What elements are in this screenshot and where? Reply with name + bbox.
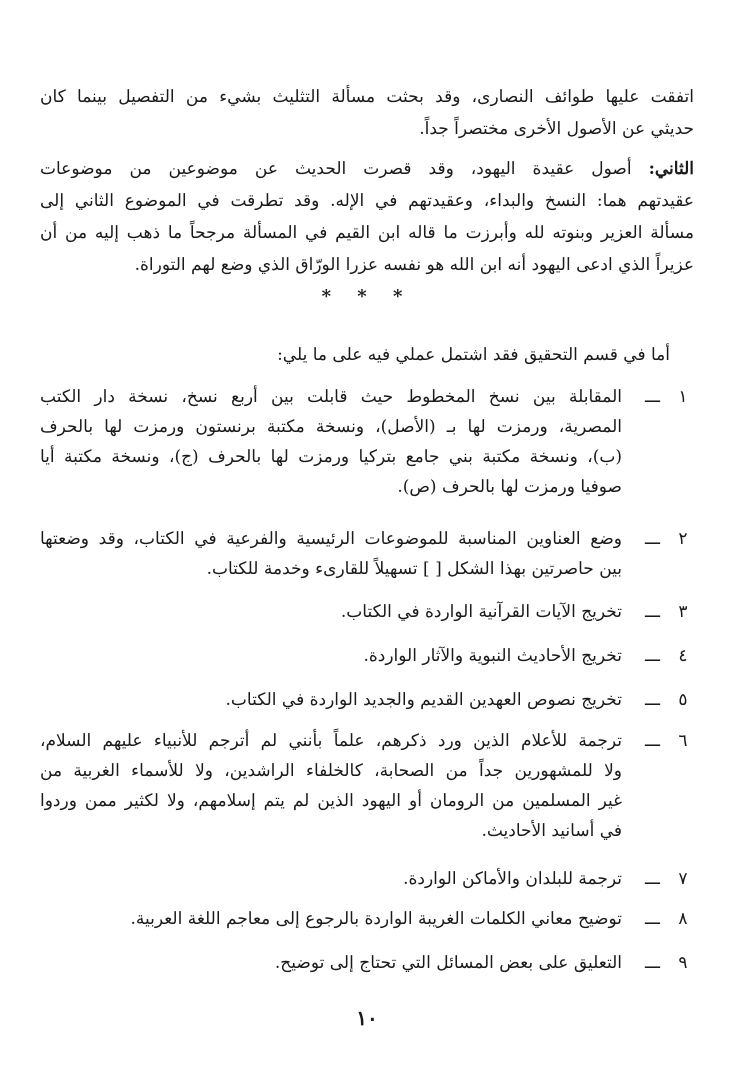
list-item-3 xyxy=(40,597,694,627)
list-item-dash: ـــ xyxy=(645,690,660,710)
list-item-2 xyxy=(40,524,694,584)
list-item-number: ٢ xyxy=(678,529,688,549)
list-item-line: ترجمة للبلدان والأماكن الواردة. xyxy=(403,869,622,889)
list-item-line: ترجمة للأعلام الذين ورد ذكرهم، علماً بأنني لم أترجم للأنبياء عليهم السلام، xyxy=(40,731,622,751)
list-item-5 xyxy=(40,685,694,715)
list-item-dash: ـــ xyxy=(645,646,660,666)
list-item-number: ٩ xyxy=(678,953,688,973)
list-item-line: تخريج نصوص العهدين القديم والجديد الواردة في الكتاب. xyxy=(225,690,622,710)
paragraph2-label: الثاني: xyxy=(648,159,694,179)
intro-line: أما في قسم التحقيق فقد اشتمل عملي فيه على ما يلي: xyxy=(277,345,670,365)
section-separator: * * * xyxy=(321,286,413,307)
paragraph1-line-1: اتفقت عليها طوائف النصارى، وقد بحثت مسألة التثليث بشيء من التفصيل بينما كان xyxy=(40,87,694,107)
list-item-dash: ـــ xyxy=(645,869,660,889)
list-item-line: بين حاصرتين بهذا الشكل [ ] تسهيلاً للقارىء وخدمة للكتاب. xyxy=(206,559,622,579)
list-item-1 xyxy=(40,382,694,502)
list-item-line: (ب)، ونسخة مكتبة بني جامع بتركيا ورمزت لها بالحرف (ج)، ونسخة مكتبة أيا xyxy=(40,447,622,467)
list-item-line: التعليق على بعض المسائل التي تحتاج إلى توضيح. xyxy=(274,953,622,973)
list-item-line: المقابلة بين نسخ المخطوط حيث قابلت بين أربع نسخ، نسخة دار الكتب xyxy=(40,387,622,407)
list-item-dash: ـــ xyxy=(645,953,660,973)
page-number: ١٠ xyxy=(356,1006,378,1030)
paragraph2-line-1 xyxy=(40,154,694,184)
list-item-line: توضيح معاني الكلمات الغريبة الواردة بالرجوع إلى معاجم اللغة العربية. xyxy=(130,909,622,929)
list-item-line: المصرية، ورمزت لها بـ (الأصل)، ونسخة مكتبة برنستون ورمزت لها بالحرف xyxy=(40,417,622,437)
list-item-line: تخريج الأحاديث النبوية والآثار الواردة. xyxy=(363,646,622,666)
list-item-dash: ـــ xyxy=(645,731,660,751)
list-item-number: ٦ xyxy=(678,731,688,751)
paragraph2-line-4: عزيراً الذي ادعى اليهود أنه ابن الله هو نفسه عزرا الورّاق الذي وضع لهم التوراة. xyxy=(134,255,694,275)
list-item-dash: ـــ xyxy=(645,387,660,407)
paragraph2-line-3: مسألة العزير وبنوته لله وأبرزت ما قاله ابن القيم في المسألة مرجحاً ما ذهب إليه من أن xyxy=(40,223,694,243)
list-item-6 xyxy=(40,726,694,846)
list-item-number: ١ xyxy=(678,387,688,407)
list-item-dash: ـــ xyxy=(645,909,660,929)
list-item-line: في أسانيد الأحاديث. xyxy=(481,821,622,841)
list-item-4 xyxy=(40,641,694,671)
list-item-line: وضع العناوين المناسبة للموضوعات الرئيسية والفرعية في الكتاب، وقد وضعتها xyxy=(40,529,622,549)
list-item-line: ولا للمشهورين جداً من الصحابة، كالخلفاء الراشدين، ولا للأسماء الغربية من xyxy=(40,761,622,781)
list-item-number: ٣ xyxy=(678,602,688,622)
list-item-line: غير المسلمين من الرومان أو اليهود الذين لم يتم إسلامهم، ولا لكثير ممن وردوا xyxy=(40,791,622,811)
list-item-line: تخريج الآيات القرآنية الواردة في الكتاب. xyxy=(340,602,622,622)
list-item-line: صوفيا ورمزت لها بالحرف (ص). xyxy=(397,477,622,497)
list-item-9 xyxy=(40,948,694,978)
list-item-8 xyxy=(40,904,694,934)
paragraph2-line-2: عقيدتهم هما: النسخ والبداء، وعقيدتهم في الإله. وقد تطرقت في الموضوع الثاني إلى xyxy=(40,191,694,211)
paragraph1-line-2: حديثي عن الأصول الأخرى مختصراً جداً. xyxy=(419,119,694,139)
list-item-dash: ـــ xyxy=(645,529,660,549)
list-item-number: ٧ xyxy=(678,869,688,889)
paragraph2-line-1-text: أصول عقيدة اليهود، وقد قصرت الحديث عن موضوعين من موضوعات xyxy=(40,159,632,179)
list-item-number: ٥ xyxy=(678,690,688,710)
list-item-number: ٤ xyxy=(678,646,688,666)
list-item-dash: ـــ xyxy=(645,602,660,622)
list-item-number: ٨ xyxy=(678,909,688,929)
list-item-7 xyxy=(40,864,694,894)
